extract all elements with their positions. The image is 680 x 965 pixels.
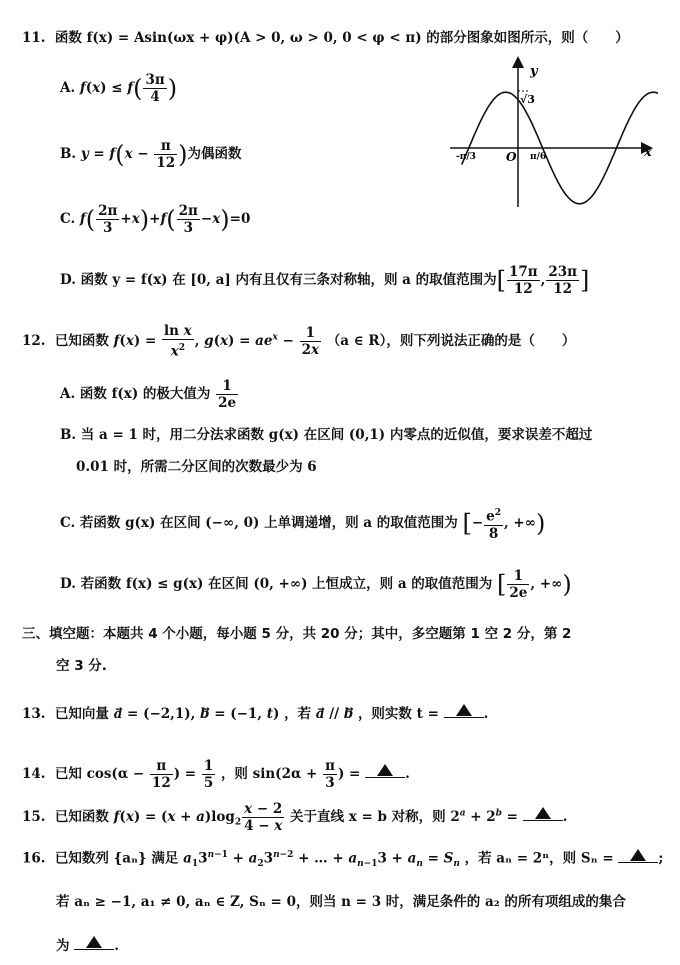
q12-option-d: D. 若函数 f(x) ≤ g(x) 在区间 (0, +∞) 上恒成立，则 a 的取值范围为 [ $\frac{1}{2e}$ , +∞) [60, 568, 572, 601]
q15-text-a: 已知函数 [54, 809, 109, 825]
q14: 14. 已知 cos(α − $\frac{\pi}{12}$ ) = $\frac{1}{5}$ ，则 sin(2α + $\frac{\pi}{3}$ ) = . [22, 758, 410, 791]
q11-option-b-text: 为偶函数 [187, 146, 242, 162]
q16-number: 16. [22, 850, 46, 867]
q13: 13. 已知向量 a⃗ = (−2,1), b⃗ = (−1, t) ，若 a⃗ // b⃗ ，则实数 t = . [22, 703, 488, 723]
q13-text-a: 已知向量 [54, 706, 109, 722]
q13-text-c: ，则实数 t = [357, 706, 439, 722]
q15: 15. 已知函数 $f(x) = (x + a)\log_2$ $\frac{x - 2}{4 - x}$ 关于直线 x = b 对称，则 $2^a + 2^b$ = . [22, 801, 568, 834]
x-axis-label: x [644, 145, 652, 160]
q11-stem [22, 29, 629, 47]
q13-answer-blank[interactable] [444, 703, 484, 718]
q12-option-a: A. 函数 f(x) 的极大值为 $\frac{1}{2e}$ [60, 378, 237, 411]
q14-text-b: ，则 [220, 766, 248, 782]
q12-stem-a: 已知函数 [54, 332, 109, 349]
q12-option-b-line1: B. 当 a = 1 时，用二分法求函数 g(x) 在区间 (0,1) 内零点的近似值，要求误差不超过 [60, 427, 593, 443]
q12-stem-b: （a ∈ R），则下列说法正确的是（ ） [326, 332, 576, 349]
q16-line3-text: 为 [56, 938, 70, 954]
q16-text-a: 已知数列 {aₙ} 满足 [54, 850, 179, 867]
q13-text-b: ，若 [284, 706, 312, 722]
section3-heading-line2: 空 3 分. [56, 658, 107, 674]
q15-answer-blank[interactable] [523, 806, 563, 821]
q11-stem-text: 函数 f(x) = Asin(ωx + φ)(A > 0, ω > 0, 0 < φ < π) 的部分图象如图所示，则（ ） [54, 30, 629, 46]
tick-label-left: -π/3 [456, 152, 476, 162]
q15-number: 15. [22, 809, 46, 825]
q14-text-a: 已知 [54, 766, 82, 782]
q14-number: 14. [22, 766, 46, 782]
q16-line3: 为 . [56, 935, 119, 955]
q11-option-a-label: A. [60, 80, 76, 96]
q11-number: 11. [22, 30, 46, 46]
q16-answer-blank-1[interactable] [618, 848, 658, 863]
q11-option-b-label: B. [60, 146, 77, 162]
q13-number: 13. [22, 706, 46, 722]
origin-label: O [506, 150, 517, 164]
q11-sine-graph [448, 55, 658, 215]
y-axis-label: y [530, 64, 538, 79]
tick-label-right: π/6 [530, 152, 547, 162]
q15-text-b: 关于直线 x = b 对称，则 [290, 809, 446, 825]
q16-text-b: ，若 aₙ = 2ⁿ，则 Sₙ = [464, 850, 614, 867]
q11-option-b: B. y = f(x − $\frac{\pi}{12}$ )为偶函数 [60, 138, 242, 171]
q12-option-c: C. 若函数 g(x) 在区间 (−∞, 0) 上单调递增，则 a 的取值范围为 [− $\frac{e^2}{8}$ , +∞) [60, 505, 545, 542]
q12-option-a-text: A. 函数 f(x) 的极大值为 [60, 386, 211, 402]
q11-option-a: A. f(x) ≤ f( $\frac{3\pi}{4}$ ) [60, 72, 178, 105]
q16-line2: 若 aₙ ≥ −1, a₁ ≠ 0, aₙ ∈ Z, Sₙ = 0，则当 n = 3 时，满足条件的 a₂ 的所有项组成的集合 [56, 894, 626, 910]
q14-answer-blank[interactable] [365, 763, 405, 778]
q11-option-d: D. 函数 y = f(x) 在 [0, a] 内有且仅有三条对称轴，则 a 的取值范围为[ $\frac{17\pi}{12}$ , $\frac{23\pi}{12}$ ] [60, 264, 590, 297]
q11-option-d-text: 函数 y = f(x) 在 [0, a] 内有且仅有三条对称轴，则 a 的取值范围为 [80, 272, 497, 288]
q11-option-c: C. f( $\frac{2\pi}{3}$ +x)+f( $\frac{2\pi}{3}$ −x)=0 [60, 203, 251, 236]
q12-stem: 12. 已知函数 f(x) = $\frac{\text{ln x}}{x^2}$ , $g(x) = ae^x$ − $\frac{1}{2x}$ （a ∈ R），则下列说法正确的是（ ） [22, 323, 576, 360]
peak-value-label: √3 [520, 93, 535, 106]
q11-option-c-label: C. [60, 211, 76, 227]
q16-answer-blank-2[interactable] [74, 935, 114, 950]
q12-option-b-line2: 0.01 时，所需二分区间的次数最少为 6 [76, 459, 317, 475]
section3-heading-line1: 三、填空题：本题共 4 个小题，每小题 5 分，共 20 分；其中，多空题第 1 空 2 分，第 2 [22, 626, 572, 642]
q12-option-c-text: C. 若函数 g(x) 在区间 (−∞, 0) 上单调递增，则 a 的取值范围为 [60, 514, 458, 531]
q12-number: 12. [22, 332, 46, 349]
q12-option-d-text: D. 若函数 f(x) ≤ g(x) 在区间 (0, +∞) 上恒成立，则 a 的取值范围为 [60, 576, 493, 592]
q11-option-d-label: D. [60, 272, 76, 288]
q16-line1: 16. 已知数列 {aₙ} 满足 $a_13^{n-1} + a_23^{n-2}$ + … + $a_{n-1}3 + a_n = S_n$ ，若 aₙ = 2ⁿ，则 Sₙ = ; [22, 846, 663, 873]
